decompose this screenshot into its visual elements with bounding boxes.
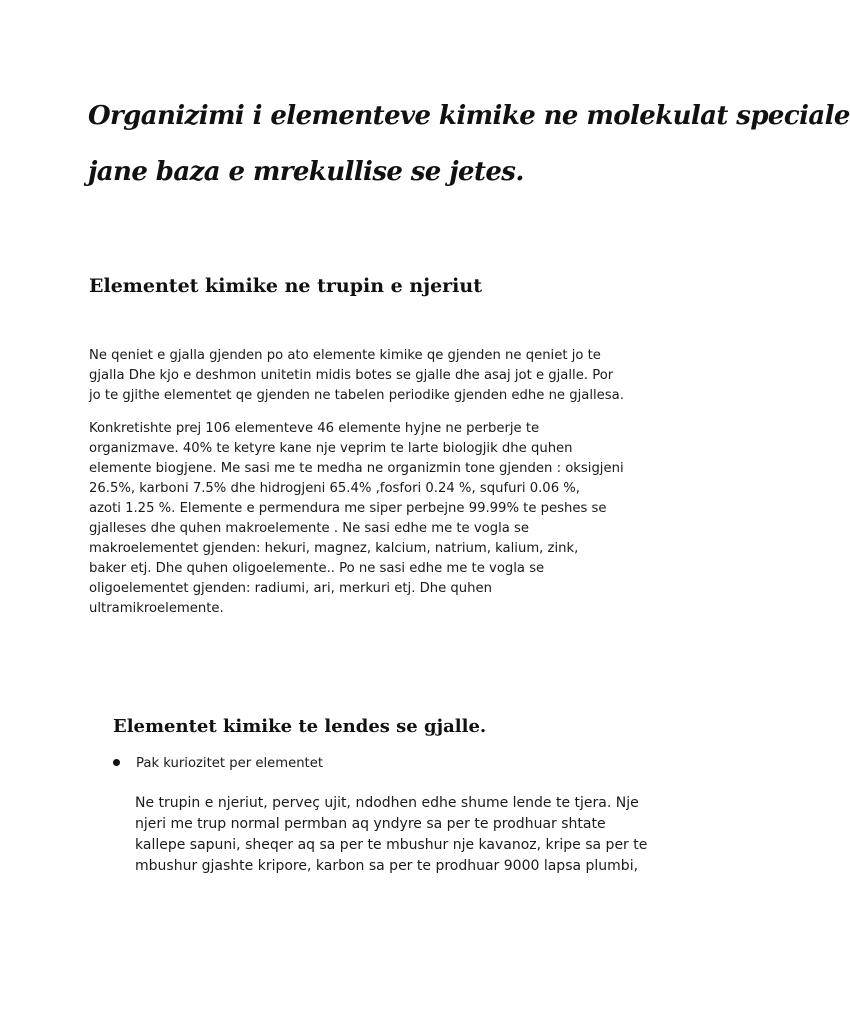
paragraph-intro xyxy=(89,346,624,406)
section-heading-human-body: Elementet kimike ne trupin e njeriut xyxy=(89,275,482,297)
paragraph-curiosity xyxy=(135,793,647,877)
paragraph-line: oligoelementet gjenden: radiumi, ari, merkuri etj. Dhe quhen xyxy=(89,581,492,596)
paragraph-line: azoti 1.25 %. Elemente e permendura me siper perbejne 99.99% te peshes se xyxy=(89,501,607,516)
paragraph-line: baker etj. Dhe quhen oligoelemente.. Po ne sasi edhe me te vogla se xyxy=(89,561,545,576)
paragraph-line: Konkretishte prej 106 elementeve 46 elemente hyjne ne perberje te xyxy=(89,421,540,436)
paragraph-line: Ne qeniet e gjalla gjenden po ato elemente kimike qe gjenden ne qeniet jo te xyxy=(89,348,601,363)
paragraph-line: njeri me trup normal permban aq yndyre sa per te prodhuar shtate xyxy=(135,816,606,832)
bullet-text: Pak kuriozitet per elementet xyxy=(136,756,324,771)
paragraph-line: organizmave. 40% te ketyre kane nje veprim te larte biologjik dhe quhen xyxy=(89,441,573,456)
paragraph-line: makroelementet gjenden: hekuri, magnez, kalcium, natrium, kalium, zink, xyxy=(89,541,579,556)
paragraph-line: kallepe sapuni, sheqer aq sa per te mbushur nje kavanoz, kripe sa per te xyxy=(135,837,648,853)
paragraph-line: mbushur gjashte kripore, karbon sa per te prodhuar 9000 lapsa plumbi, xyxy=(135,858,639,874)
paragraph-line: jo te gjithe elementet qe gjenden ne tabelen periodike gjenden edhe ne gjallesa. xyxy=(89,388,624,403)
bullet-dot-icon xyxy=(113,759,120,766)
paragraph-line: gjalla Dhe kjo e deshmon unitetin midis botes se gjalle dhe asaj jot e gjalle. Por xyxy=(89,368,614,383)
title-line-1: Organizimi i elementeve kimike ne molekulat speciale xyxy=(88,101,850,131)
paragraph-line: 26.5%, karboni 7.5% dhe hidrogjeni 65.4% ,fosfori 0.24 %, squfuri 0.06 %, xyxy=(89,481,580,496)
bullet-list-item xyxy=(113,754,323,774)
title-line-2: jane baza e mrekullise se jetes. xyxy=(88,157,524,187)
paragraph-line: elemente biogjene. Me sasi me te medha ne organizmin tone gjenden : oksigjeni xyxy=(89,461,624,476)
paragraph-elements-detail xyxy=(89,419,624,619)
section-heading-living-matter: Elementet kimike te lendes se gjalle. xyxy=(113,716,487,737)
paragraph-line: ultramikroelemente. xyxy=(89,601,224,616)
paragraph-line: gjalleses dhe quhen makroelemente . Ne sasi edhe me te vogla se xyxy=(89,521,530,536)
document-title xyxy=(88,88,850,200)
paragraph-line: Ne trupin e njeriut, perveç ujit, ndodhen edhe shume lende te tjera. Nje xyxy=(135,795,639,811)
